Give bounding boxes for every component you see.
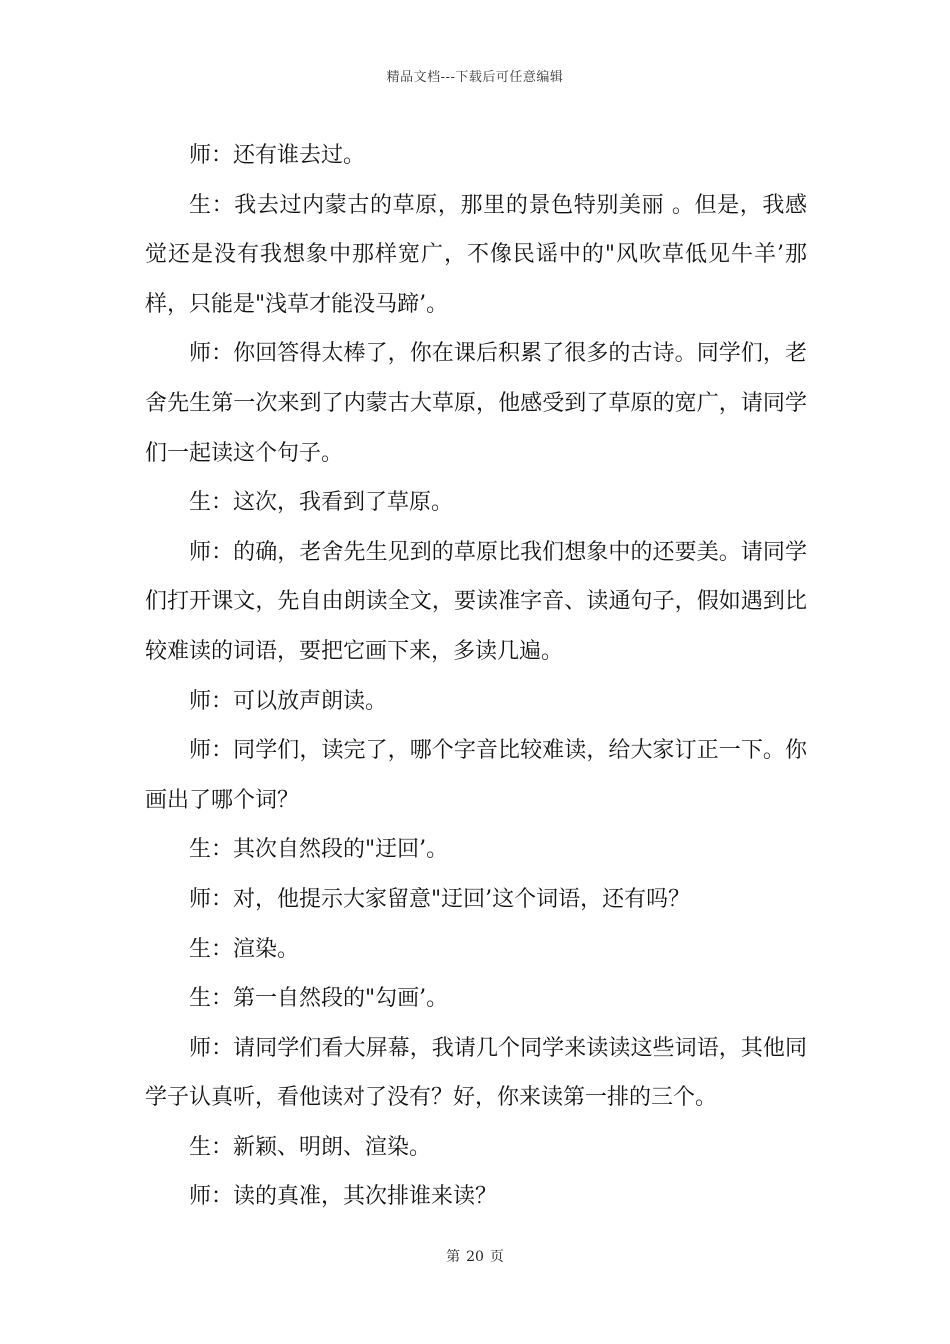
paragraph: 生：渲染。 (189, 936, 300, 962)
paragraph: 师：对，他提示大家留意"迂回’这个词语，还有吗？ (189, 886, 691, 912)
document-body (145, 131, 807, 1222)
paragraph: 师：读的真准，其次排谁来读？ (189, 1184, 498, 1210)
paragraph: 师：请同学们看大屏幕，我请几个同学来读读这些词语，其他同学子认真听，看他读对了没有？好，你来读第一排的三个。 (145, 1035, 807, 1111)
paragraph: 师：你回答得太棒了，你在课后积累了很多的古诗。同学们，老舍先生第一次来到了内蒙古大草原，他感受到了草原的宽广，请同学们一起读这个句子。 (145, 341, 807, 466)
paragraph: 生：其次自然段的"迂回’。 (189, 837, 449, 863)
page-label-suffix: 页 (489, 1249, 504, 1265)
paragraph: 生：新颖、明朗、渲染。 (189, 1134, 432, 1160)
paragraph: 生：第一自然段的"勾画’。 (189, 986, 449, 1012)
paragraph: 师：可以放声朗读。 (189, 688, 388, 714)
page-label-prefix: 第 (446, 1249, 461, 1265)
page-header: 精品文档---下载后可任意编辑 (386, 70, 564, 85)
paragraph: 师：同学们，读完了，哪个字音比较难读，给大家订正一下。你画出了哪个词？ (145, 738, 807, 813)
page-footer (0, 1246, 950, 1266)
paragraph: 师：还有谁去过。 (189, 143, 366, 168)
page-number: 20 (466, 1249, 484, 1265)
paragraph: 师：的确，老舍先生见到的草原比我们想象中的还要美。请同学们打开课文，先自由朗读全文，要读准字音、读通句子，假如遇到比较难读的词语，要把它画下来，多读几遍。 (145, 539, 807, 664)
paragraph: 生：这次，我看到了草原。 (189, 490, 454, 516)
paragraph: 生：我去过内蒙古的草原，那里的景色特别美丽 。但是，我感觉还是没有我想象中那样宽广，不像民谣中的"风吹草低见牛羊’那样，只能是"浅草才能没马蹄’。 (145, 192, 807, 317)
